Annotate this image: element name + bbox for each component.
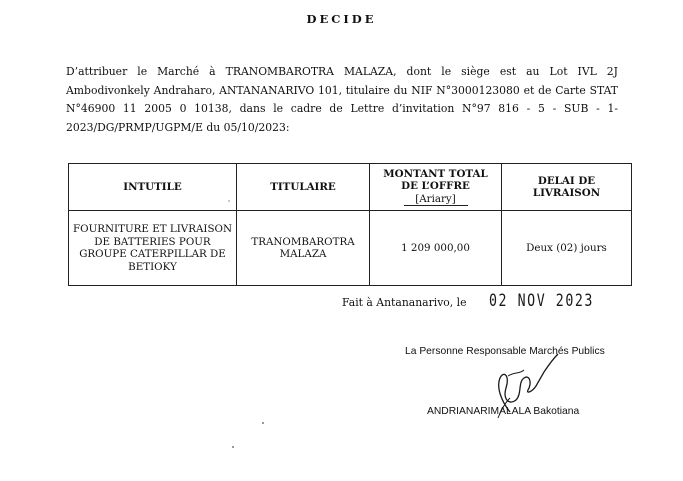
page-heading: DECIDE bbox=[306, 12, 377, 26]
place-line: Fait à Antananarivo, le bbox=[342, 296, 467, 309]
award-table bbox=[68, 163, 632, 286]
cell-montant: 1 209 000,00 bbox=[370, 211, 502, 286]
date-stamp: 02 NOV 2023 bbox=[489, 291, 594, 311]
scan-speck bbox=[262, 422, 264, 424]
signatory-name: ANDRIANARIMALALA Bakotiana bbox=[427, 406, 580, 417]
header-delai: DELAI DE LIVRAISON bbox=[502, 164, 632, 211]
header-montant bbox=[370, 164, 502, 211]
header-titulaire: TITULAIRE bbox=[237, 164, 370, 211]
scan-speck bbox=[228, 200, 230, 202]
header-intitule: INTUTILE bbox=[69, 164, 237, 211]
header-montant-label: MONTANT TOTAL DE L’OFFRE bbox=[383, 167, 488, 193]
cell-intitule: FOURNITURE ET LIVRAISON DE BATTERIES POUR GROUPE CATERPILLAR DE BETIOKY bbox=[69, 211, 237, 286]
cell-titulaire: TRANOMBAROTRA MALAZA bbox=[237, 211, 370, 286]
signatory-role: La Personne Responsable Marchés Publics bbox=[405, 346, 605, 357]
table-row bbox=[69, 211, 632, 286]
cell-delai: Deux (02) jours bbox=[502, 211, 632, 286]
table-header-row bbox=[69, 164, 632, 211]
header-montant-unit: [Ariary] bbox=[404, 193, 468, 207]
scan-speck bbox=[232, 446, 234, 448]
award-paragraph: D’attribuer le Marché à TRANOMBAROTRA MALAZA, dont le siège est au Lot IVL 2J Ambodivonkely Andraharo, ANTANANARIVO 101, titulaire du NIF N°3000123080 et de Carte STAT N°46900 11 2005 0 10138, dans le cadre de Lettre d’invitation N°97 816 - 5 - SUB - 1-2023/DG/PRMP/UGPM/E du 05/10/2023: bbox=[66, 65, 618, 134]
